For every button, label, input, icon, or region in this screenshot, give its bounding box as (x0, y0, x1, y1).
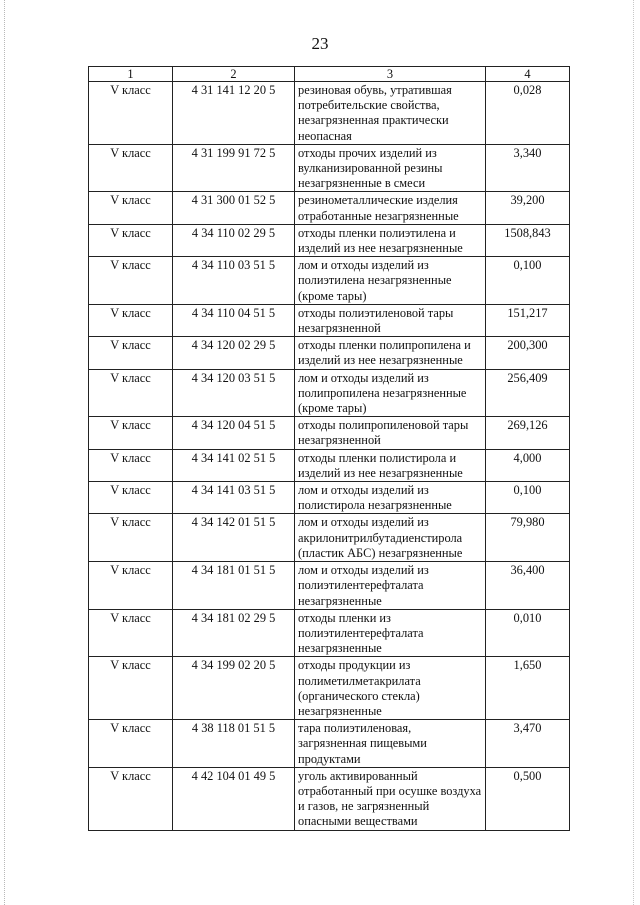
header-col-2: 2 (173, 67, 295, 82)
fkko-code-cell: 4 34 110 04 51 5 (173, 304, 295, 336)
waste-name-cell: отходы продукции из полиметилметакрилата (органического стекла) незагрязненные (295, 657, 486, 720)
waste-name-cell: резинометаллические изделия отработанные незагрязненные (295, 192, 486, 224)
amount-cell: 4,000 (486, 449, 570, 481)
hazard-class-cell: V класс (89, 192, 173, 224)
amount-cell: 0,010 (486, 609, 570, 657)
waste-name-cell: отходы полипропиленовой тары незагрязненной (295, 417, 486, 449)
amount-cell: 151,217 (486, 304, 570, 336)
hazard-class-cell: V класс (89, 562, 173, 610)
table-row (89, 304, 570, 336)
hazard-class-cell: V класс (89, 767, 173, 830)
table-row (89, 657, 570, 720)
table-row (89, 514, 570, 562)
fkko-code-cell: 4 38 118 01 51 5 (173, 720, 295, 768)
waste-name-cell: отходы полиэтиленовой тары незагрязненной (295, 304, 486, 336)
fkko-code-cell: 4 34 181 01 51 5 (173, 562, 295, 610)
amount-cell: 269,126 (486, 417, 570, 449)
header-row (89, 67, 570, 82)
amount-cell: 0,500 (486, 767, 570, 830)
amount-cell: 0,100 (486, 257, 570, 305)
amount-cell: 0,028 (486, 82, 570, 145)
amount-cell: 0,100 (486, 482, 570, 514)
waste-name-cell: резиновая обувь, утратившая потребительские свойства, незагрязненная практически неопасная (295, 82, 486, 145)
scan-edge-right (633, 0, 634, 905)
header-col-3: 3 (295, 67, 486, 82)
hazard-class-cell: V класс (89, 257, 173, 305)
waste-name-cell: отходы пленки полипропилена и изделий из нее незагрязненные (295, 337, 486, 369)
waste-name-cell: лом и отходы изделий из полипропилена незагрязненные (кроме тары) (295, 369, 486, 417)
waste-name-cell: лом и отходы изделий из полиэтилена незагрязненные (кроме тары) (295, 257, 486, 305)
table-row (89, 337, 570, 369)
amount-cell: 3,340 (486, 144, 570, 192)
table-body (89, 82, 570, 831)
waste-table (88, 66, 570, 831)
waste-name-cell: уголь активированный отработанный при осушке воздуха и газов, не загрязненный опасными веществами (295, 767, 486, 830)
table-row (89, 562, 570, 610)
header-col-4: 4 (486, 67, 570, 82)
hazard-class-cell: V класс (89, 337, 173, 369)
waste-name-cell: лом и отходы изделий из полиэтилентерефталата незагрязненные (295, 562, 486, 610)
waste-name-cell: лом и отходы изделий из акрилонитрилбутадиенстирола (пластик АБС) незагрязненные (295, 514, 486, 562)
hazard-class-cell: V класс (89, 304, 173, 336)
hazard-class-cell: V класс (89, 514, 173, 562)
hazard-class-cell: V класс (89, 609, 173, 657)
fkko-code-cell: 4 31 199 91 72 5 (173, 144, 295, 192)
fkko-code-cell: 4 34 181 02 29 5 (173, 609, 295, 657)
waste-name-cell: тара полиэтиленовая, загрязненная пищевыми продуктами (295, 720, 486, 768)
fkko-code-cell: 4 31 141 12 20 5 (173, 82, 295, 145)
fkko-code-cell: 4 34 120 04 51 5 (173, 417, 295, 449)
page-number: 23 (311, 34, 329, 53)
waste-name-cell: отходы прочих изделий из вулканизированной резины незагрязненные в смеси (295, 144, 486, 192)
table-row (89, 257, 570, 305)
fkko-code-cell: 4 34 199 02 20 5 (173, 657, 295, 720)
hazard-class-cell: V класс (89, 144, 173, 192)
table-row (89, 767, 570, 830)
hazard-class-cell: V класс (89, 657, 173, 720)
hazard-class-cell: V класс (89, 449, 173, 481)
table-row (89, 369, 570, 417)
hazard-class-cell: V класс (89, 482, 173, 514)
table-row (89, 449, 570, 481)
amount-cell: 36,400 (486, 562, 570, 610)
waste-name-cell: лом и отходы изделий из полистирола незагрязненные (295, 482, 486, 514)
header-col-1: 1 (89, 67, 173, 82)
fkko-code-cell: 4 34 141 03 51 5 (173, 482, 295, 514)
table-row (89, 720, 570, 768)
fkko-code-cell: 4 34 120 02 29 5 (173, 337, 295, 369)
fkko-code-cell: 4 34 142 01 51 5 (173, 514, 295, 562)
hazard-class-cell: V класс (89, 417, 173, 449)
hazard-class-cell: V класс (89, 224, 173, 256)
waste-name-cell: отходы пленки полиэтилена и изделий из нее незагрязненные (295, 224, 486, 256)
waste-name-cell: отходы пленки полистирола и изделий из нее незагрязненные (295, 449, 486, 481)
table-row (89, 82, 570, 145)
fkko-code-cell: 4 42 104 01 49 5 (173, 767, 295, 830)
table-row (89, 192, 570, 224)
amount-cell: 1,650 (486, 657, 570, 720)
fkko-code-cell: 4 34 110 02 29 5 (173, 224, 295, 256)
table-row (89, 144, 570, 192)
hazard-class-cell: V класс (89, 82, 173, 145)
hazard-class-cell: V класс (89, 720, 173, 768)
table-row (89, 482, 570, 514)
fkko-code-cell: 4 34 141 02 51 5 (173, 449, 295, 481)
table-row (89, 609, 570, 657)
fkko-code-cell: 4 34 110 03 51 5 (173, 257, 295, 305)
waste-name-cell: отходы пленки из полиэтилентерефталата незагрязненные (295, 609, 486, 657)
amount-cell: 79,980 (486, 514, 570, 562)
table-row (89, 224, 570, 256)
fkko-code-cell: 4 31 300 01 52 5 (173, 192, 295, 224)
amount-cell: 256,409 (486, 369, 570, 417)
fkko-code-cell: 4 34 120 03 51 5 (173, 369, 295, 417)
table-row (89, 417, 570, 449)
amount-cell: 200,300 (486, 337, 570, 369)
amount-cell: 3,470 (486, 720, 570, 768)
amount-cell: 39,200 (486, 192, 570, 224)
hazard-class-cell: V класс (89, 369, 173, 417)
amount-cell: 1508,843 (486, 224, 570, 256)
scan-edge-left (4, 0, 5, 905)
